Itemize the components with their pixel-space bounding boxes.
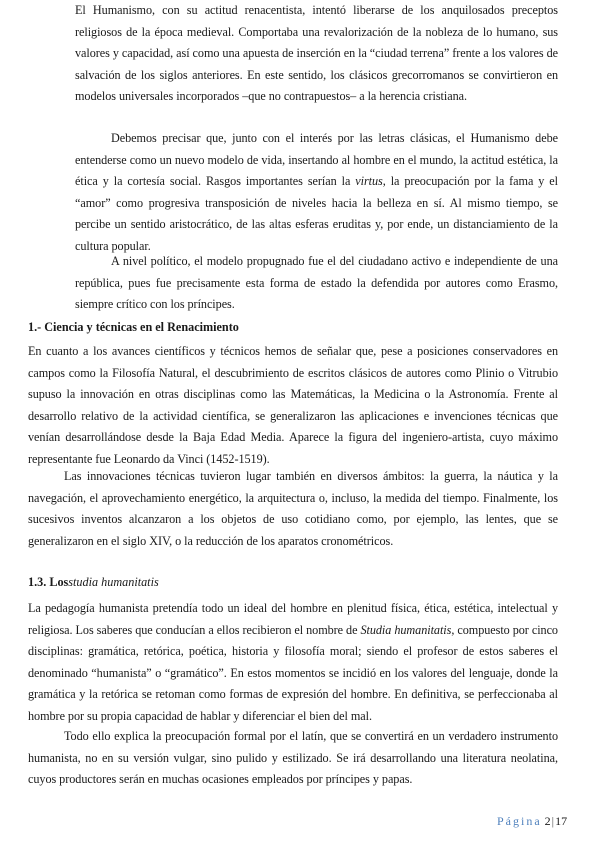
- intro-paragraph-2-text-a: Debemos precisar que, junto con el interés por las letras clásicas, el Humanismo debe entenderse como un nuevo modelo de vida, insertando al hombre en el mundo, la actitud estética, la ética y la cortesía social. Rasgos importantes serían la: [75, 131, 558, 188]
- science-paragraph-2-text: Las innovaciones técnicas tuvieron lugar también en diversos ámbitos: la guerra, la náutica y la navegación, el aprovechamiento energético, la arquitectura o, incluso, la medida del tiempo. Finalmente, los sucesivos inventos alcanzaron a los objetos de uso cotidiano como, por ejemplo, las lentes, que se generalizaron en el siglo XIV, o la reducción de los aparatos cronométricos.: [28, 469, 558, 548]
- section-heading-studia-number: 1.3. Los: [28, 575, 69, 589]
- section-heading-science-text: 1.- Ciencia y técnicas en el Renacimiento: [28, 320, 239, 334]
- intro-paragraph-3: [75, 251, 558, 316]
- section-heading-studia-italic: studia humanitatis: [68, 575, 159, 589]
- intro-paragraph-2: [75, 128, 558, 257]
- page-footer: [497, 814, 567, 829]
- intro-paragraph-1: [75, 0, 558, 108]
- studia-paragraph-2-text: Todo ello explica la preocupación formal por el latín, que se convertirá en un verdadero instrumento humanista, no en su versión vulgar, sino pulido y estilizado. Se irá desarrollando una literatura neolatina, cuyos productores serán en muchas ocasiones empleados por príncipes y papas.: [28, 729, 558, 786]
- intro-paragraph-3-text: A nivel político, el modelo propugnado fue el del ciudadano activo e independiente de una república, pues fue precisamente esta forma de estado la defendida por autores como Erasmo, siempre crítico con los príncipes.: [75, 254, 558, 311]
- studia-paragraph-1-text-a: La pedagogía humanista pretendía todo un ideal del hombre en plenitud física, ética, estética, intelectual y religiosa. Los saberes que conducían a ellos recibieron el nombre de: [28, 601, 558, 637]
- intro-paragraph-1-text: El Humanismo, con su actitud renacentista, intentó liberarse de los anquilosados preceptos religiosos de la época medieval. Comportaba una revalorización de la nobleza de lo humano, sus valores y capacidad, así como una apuesta de inserción en la “ciudad terrena” frente a los valores de salvación de los siglos anteriores. En este sentido, los clásicos grecorromanos se convirtieron en modelos universales incorporados –que no contrapuestos– a la herencia cristiana.: [75, 3, 558, 103]
- intro-paragraph-2-text-b: , la preocupación por la fama y el “amor” como progresiva transposición de niveles hacia la belleza en sí. Al mismo tiempo, se percibe un sentido aristocrático, de las altas esferas eruditas y, por ende, un distanciamiento de la cultura popular.: [75, 174, 558, 253]
- footer-page-current: 2: [544, 814, 551, 828]
- studia-paragraph-2: [28, 726, 558, 791]
- studia-paragraph-1-text-b: , compuesto por cinco disciplinas: gramática, retórica, poética, historia y filosofía moral; siendo el profesor de estos saberes el denominado “humanista” o “gramático”. En estos momentos se incidió en los valores del lenguaje, donde la gramática y la retórica se retoman como formas de expresión del hombre. En definitiva, se perfeccionaba al hombre por su propia capacidad de hablar y diferenciar el bien del mal.: [28, 622, 558, 723]
- footer-separator: |: [551, 814, 555, 828]
- studia-paragraph-1-emphasis: Studia humanitatis: [360, 622, 452, 637]
- section-heading-science: [28, 318, 239, 336]
- science-paragraph-2: [28, 466, 558, 552]
- footer-page-total: 17: [555, 814, 568, 828]
- science-paragraph-1-text: En cuanto a los avances científicos y técnicos hemos de señalar que, pese a posiciones conservadores en campos como la Filosofía Natural, el descubrimiento de escritos clásicos de autores como Plinio o Vitrubio supuso la innovación en otras disciplinas como las Matemáticas, la Medicina o la Astronomía. Frente al desarrollo relativo de la actividad científica, se generalizaron las aplicaciones e invenciones técnicas que venían desarrollándose desde la Baja Edad Media. Aparece la figura del ingeniero-artista, cuyo máximo representante fue Leonardo da Vinci (1452-1519).: [28, 344, 558, 466]
- intro-paragraph-2-emphasis: virtus: [355, 174, 383, 188]
- footer-page-label: Página: [497, 814, 542, 828]
- science-paragraph-1: [28, 341, 558, 470]
- section-heading-studia: [28, 573, 159, 591]
- studia-paragraph-1: [28, 598, 558, 727]
